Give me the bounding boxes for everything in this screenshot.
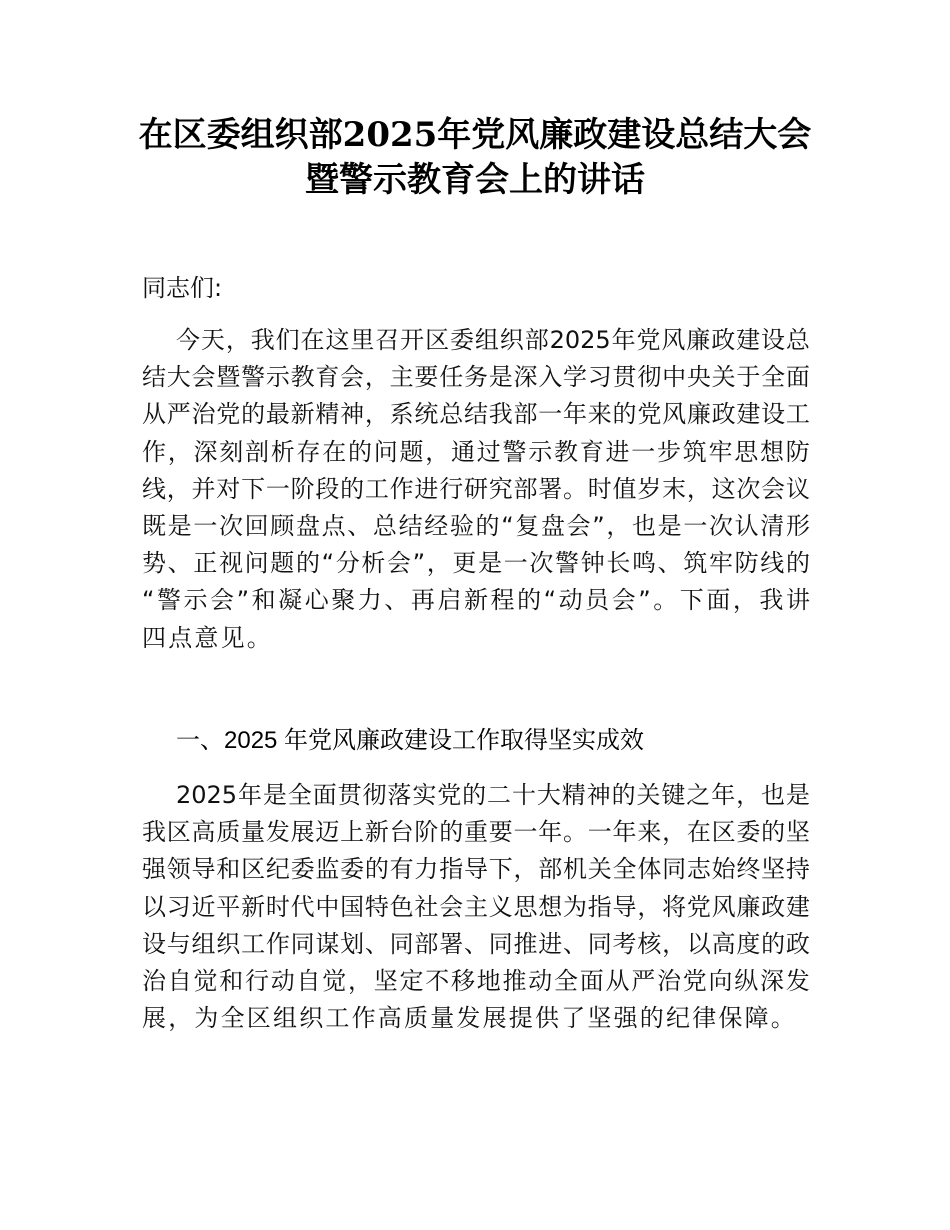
paragraph-line: 既 是 一 次 回 顾 盘 点 、 总 结 经 验 的 “ 复 盘 会 ” ， 也 是 一 次 认 清 形 — [142, 512, 810, 540]
paragraph-line: 今 天 ， 我 们 在 这 里 召 开 区 委 组 织 部 2025 年 党 风 廉 政 建 设 总 — [176, 326, 810, 354]
paragraph-line: 结 大 会 暨 警 示 教 育 会 ， 主 要 任 务 是 深 入 学 习 贯 彻 中 央 关 于 全 面 — [142, 363, 810, 392]
paragraph-line: 从 严 治 党 的 最 新 精 神 ， 系 统 总 结 我 部 一 年 来 的 党 风 廉 政 建 设 工 — [142, 400, 810, 429]
paragraph-line: 设 与 组 织 工 作 同 谋 划 、 同 部 署 、 同 推 进 、 同 考 核 ， 以 高 度 的 政 — [142, 929, 810, 958]
paragraph-line: 线 ， 并 对 下 一 阶 段 的 工 作 进 行 研 究 部 署 。 时 值 岁 末 ， 这 次 会 议 — [142, 474, 810, 503]
paragraph-line: 四点意见。 — [142, 623, 273, 652]
paragraph-line: 势 、 正 视 问 题 的 “ 分 析 会 ” ， 更 是 一 次 警 钟 长 鸣 、 筑 牢 防 线 的 — [142, 549, 810, 578]
section-1-heading: 一、2025 年党风廉政建设工作取得坚实成效 — [176, 727, 645, 754]
paragraph-line: “ 警 示 会 ” 和 凝 心 聚 力 、 再 启 新 程 的 “ 动 员 会 ” 。 下 面 ， 我 讲 — [142, 586, 810, 615]
document-title-line-2: 暨警示教育会上的讲话 — [305, 160, 645, 200]
paragraph-line: 以 习 近 平 新 时 代 中 国 特 色 社 会 主 义 思 想 为 指 导 ， 将 党 风 廉 政 建 — [142, 892, 810, 921]
paragraph-line: 治 自 觉 和 行 动 自 觉 ， 坚 定 不 移 地 推 动 全 面 从 严 治 党 向 纵 深 发 — [142, 967, 810, 995]
paragraph-line: 2025 年 是 全 面 贯 彻 落 实 党 的 二 十 大 精 神 的 关 键 之 年 ， 也 是 — [176, 781, 810, 809]
paragraph-line: 作 ， 深 刻 剖 析 存 在 的 问 题 ， 通 过 警 示 教 育 进 一 步 筑 牢 思 想 防 — [142, 437, 810, 466]
paragraph-line: 强 领 导 和 区 纪 委 监 委 的 有 力 指 导 下 ， 部 机 关 全 体 同 志 始 终 坚 持 — [142, 855, 810, 884]
paragraph-line: 展，为全区组织工作高质量发展提供了坚强的纪律保障。 — [142, 1004, 797, 1033]
paragraph-line: 我 区 高 质 量 发 展 迈 上 新 台 阶 的 重 要 一 年 。 一 年 来 ， 在 区 委 的 坚 — [142, 818, 810, 847]
greeting: 同志们: — [142, 274, 223, 302]
document-title-line-1: 在区委组织部2025年党风廉政建设总结大会 — [138, 115, 812, 155]
